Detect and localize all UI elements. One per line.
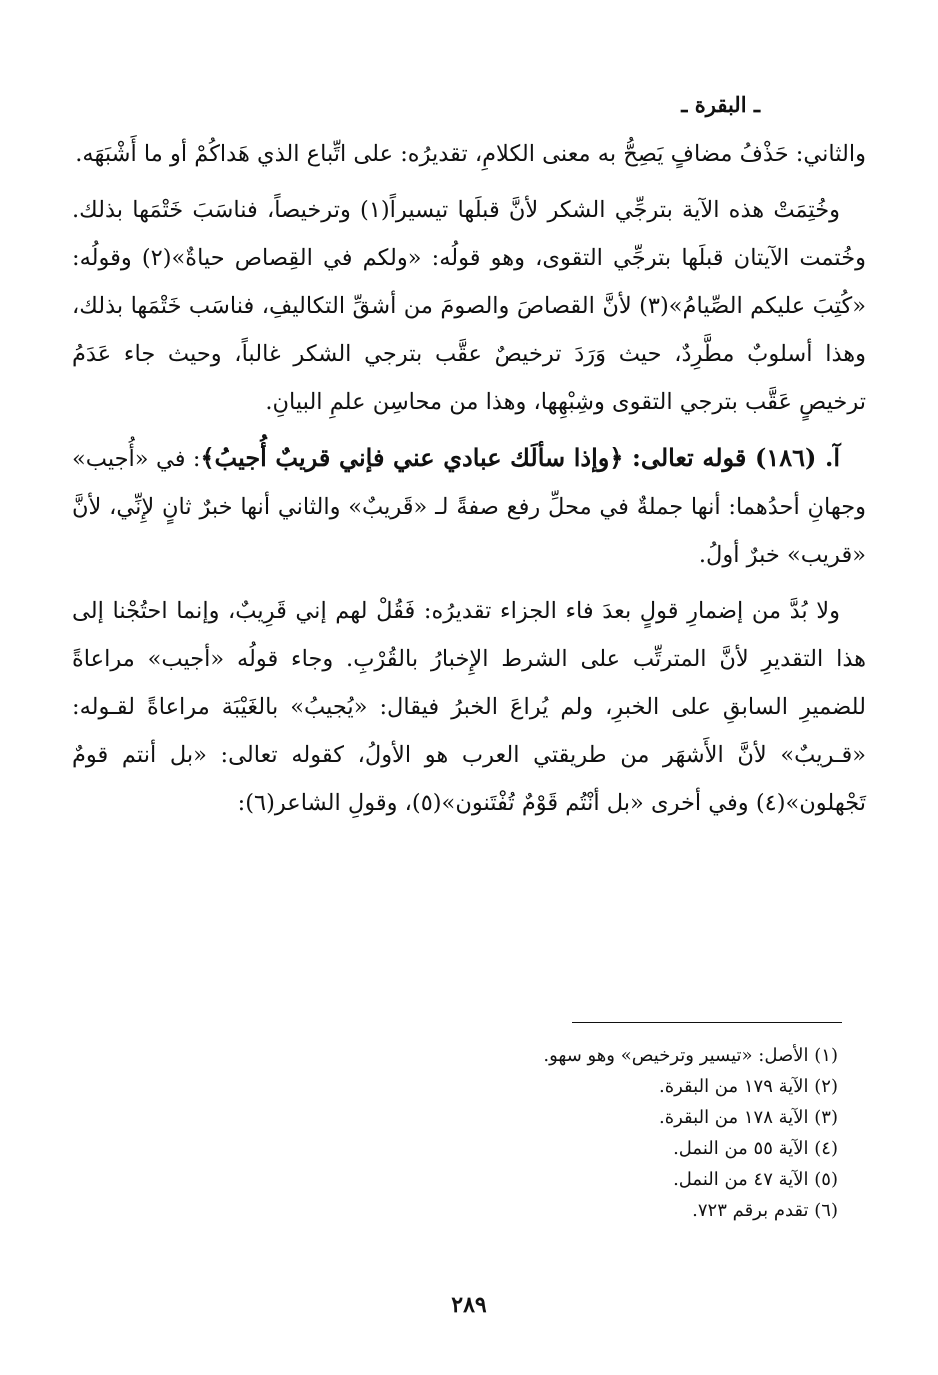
footnote-2: (٢) الآية ١٧٩ من البقرة. bbox=[658, 1076, 838, 1097]
paragraph-4: ولا بُدَّ من إضمارِ قولٍ بعدَ فاء الجزاء تقديرُه: فَقُلْ لهم إني قَرِيبٌ، وإنما احتُجْنا إلى هذا التقديرِ لأنَّ المترتِّب على الشرط الإِخبارُ بالقُرْبِ. وجاء قولُه «أجيب» مراعاةً للضميرِ السابقِ على الخبرِ، ولم يُراعَ الخبرُ فيقال: «يُجيبُ» بالغَيْبَة مراعاةً لقـوله: «قـريبٌ» لأنَّ الأَشهَر من طريقتي العرب هو الأولُ، كقوله تعالى: «بل أنتم قومٌ تَجْهلون»(٤) وفي أخرى «بل أنْتُم قَوْمٌ تُفْتَنون»(٥)، وقولِ الشاعر(٦): bbox=[72, 598, 866, 816]
footnote-6: (٦) تقدم برقم ٧٢٣. bbox=[692, 1200, 838, 1221]
running-head: ـ البقرة ـ bbox=[681, 92, 760, 117]
verse-heading: آ. (١٨٦) قوله تعالى: ﴿وإذا سألَك عبادي عني فإني قريبٌ أُجيبُ﴾ bbox=[200, 443, 840, 472]
paragraph-2: وخُتِمَتْ هذه الآية بترجِّي الشكر لأنَّ قبلَها تيسيراً(١) وترخيصاً، فناسَبَ خَتْمَها بذلك. وخُتمت الآيتان قبلَها بترجِّي التقوى، وهو قولُه: «ولكم في القِصاص حياةٌ»(٢) وقولُه: «كُتِبَ عليكم الصِّيامُ»(٣) لأنَّ القصاصَ والصومَ من أشقِّ التكاليفِ، فناسَب خَتْمَها بذلك، وهذا أسلوبٌ مطَّرِدٌ، حيث وَرَدَ ترخيصٌ عقَّب بترجي الشكر غالباً، وحيث جاء عَدَمُ ترخيصٍ عَقَّب بترجي التقوى وشِبْهِها، وهذا من محاسِن علمِ البيانِ. bbox=[72, 197, 866, 415]
footnote-1: (١) الأصل: «تيسير وترخيص» وهو سهو. bbox=[543, 1045, 838, 1066]
main-text bbox=[72, 130, 866, 827]
paragraph-1: والثاني: حَذْفُ مضافٍ يَصِحُّ به معنى الكلامِ، تقديرُه: على اتِّباع الذي هَداكُمْ أو ما أَشْبَهَه. bbox=[75, 141, 866, 167]
footnote-5: (٥) الآية ٤٧ من النمل. bbox=[673, 1169, 838, 1190]
verse-commentary: : في «أُجيب» وجهانِ أحدُهما: أنها جملةٌ في محلِّ رفع صفةً لـ «قَريبٌ» والثاني أنها خبرٌ ثانٍ لإِنِّي، لأنَّ «قريب» خبرٌ أولُ. bbox=[72, 446, 866, 568]
verse-entry bbox=[72, 434, 866, 579]
footnote-4: (٤) الآية ٥٥ من النمل. bbox=[673, 1138, 838, 1159]
page-number: ٢٨٩ bbox=[451, 1292, 487, 1318]
footnote-separator bbox=[572, 1022, 842, 1023]
footnote-3: (٣) الآية ١٧٨ من البقرة. bbox=[658, 1107, 838, 1128]
footnotes-list bbox=[278, 1040, 838, 1226]
